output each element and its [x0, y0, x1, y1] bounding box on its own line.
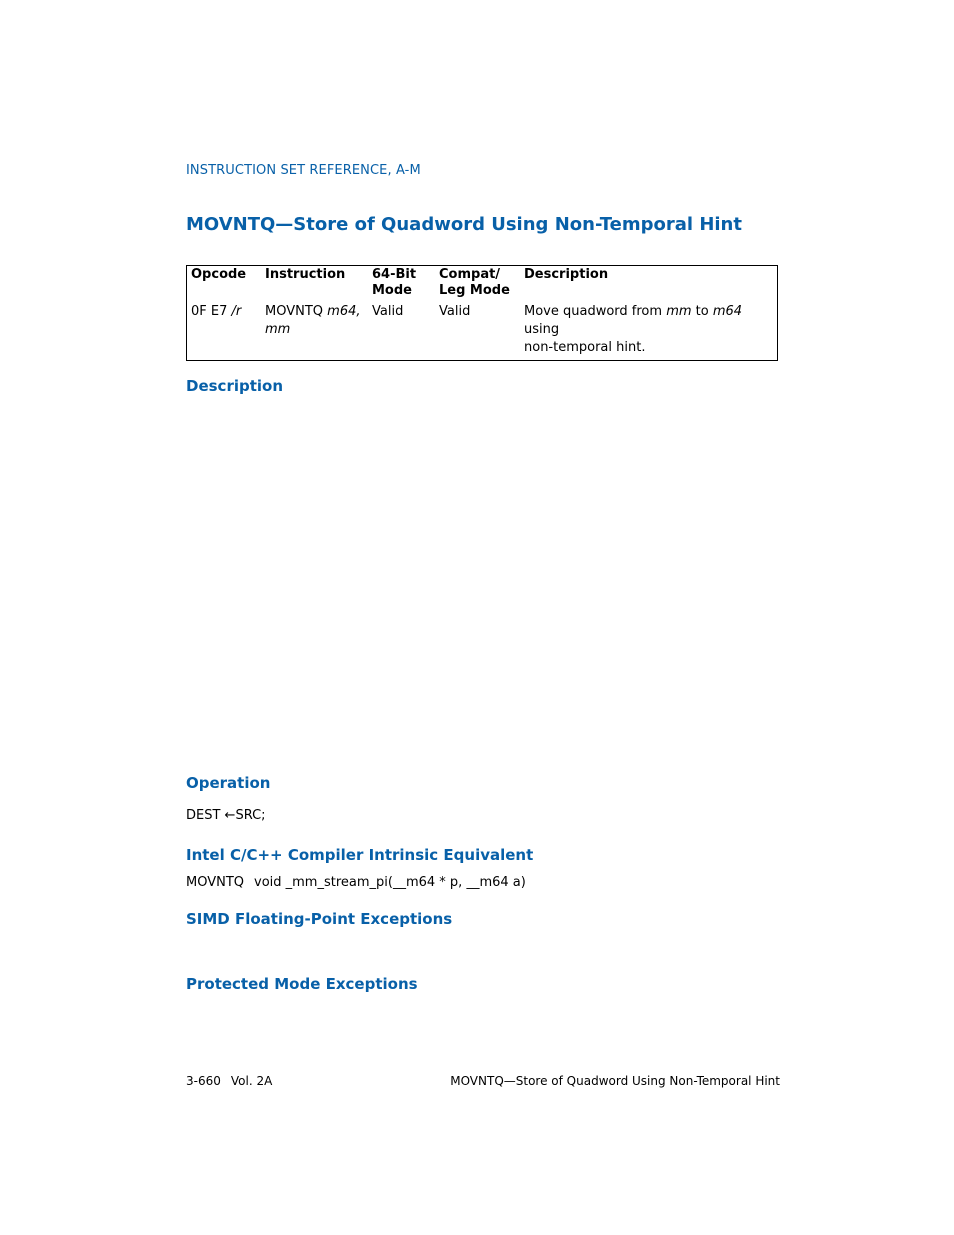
operation-heading: Operation [186, 774, 271, 792]
footer-right: MOVNTQ—Store of Quadword Using Non-Temporal Hint [450, 1074, 780, 1088]
desc-part2: using [524, 322, 560, 337]
page-title: MOVNTQ—Store of Quadword Using Non-Temporal Hint [186, 214, 742, 235]
intrinsic-heading: Intel C/C++ Compiler Intrinsic Equivalent [186, 846, 534, 864]
description-heading: Description [186, 377, 284, 395]
cell-description [520, 303, 778, 361]
desc-m64: m64 [712, 304, 743, 319]
cell-64bit: Valid [372, 304, 404, 319]
header-64bit [368, 266, 435, 304]
footer-volume: Vol. 2A [230, 1074, 273, 1088]
running-header: INSTRUCTION SET REFERENCE, A-M [186, 163, 421, 178]
cell-instruction [261, 303, 368, 361]
intrinsic-code: void _mm_stream_pi(__m64 * p, __m64 a) [254, 875, 526, 890]
opcode-italic: /r [231, 304, 242, 319]
header-opcode: Opcode [191, 267, 247, 282]
desc-part1: Move quadword from [524, 304, 667, 319]
table-header-row [187, 266, 778, 304]
instr-operand1: m64, [327, 304, 361, 319]
opcode-plain: 0F E7 [191, 304, 232, 319]
intrinsic-line [186, 875, 526, 890]
intrinsic-name: MOVNTQ [186, 875, 245, 890]
desc-to: to [691, 304, 713, 319]
header-description: Description [524, 267, 609, 282]
cell-compat: Valid [439, 304, 471, 319]
operation-code: DEST ←SRC; [186, 808, 266, 823]
header-compat [435, 266, 520, 304]
protected-mode-heading: Protected Mode Exceptions [186, 975, 418, 993]
header-64bit-line1: 64-Bit [372, 267, 417, 282]
instr-plain: MOVNTQ [265, 304, 328, 319]
footer-left [186, 1074, 272, 1088]
header-compat-line1: Compat/ [439, 267, 501, 282]
header-64bit-line2: Mode [372, 283, 412, 298]
desc-mm: mm [666, 304, 692, 319]
footer-page-number: 3-660 [186, 1074, 221, 1088]
desc-line2: non-temporal hint. [524, 340, 646, 355]
opcode-table [186, 265, 778, 361]
cell-opcode [187, 303, 262, 361]
table-row [187, 303, 778, 361]
instr-operand2: mm [265, 322, 291, 337]
simd-exceptions-heading: SIMD Floating-Point Exceptions [186, 910, 453, 928]
header-compat-line2: Leg Mode [439, 283, 510, 298]
header-instruction: Instruction [265, 267, 346, 282]
